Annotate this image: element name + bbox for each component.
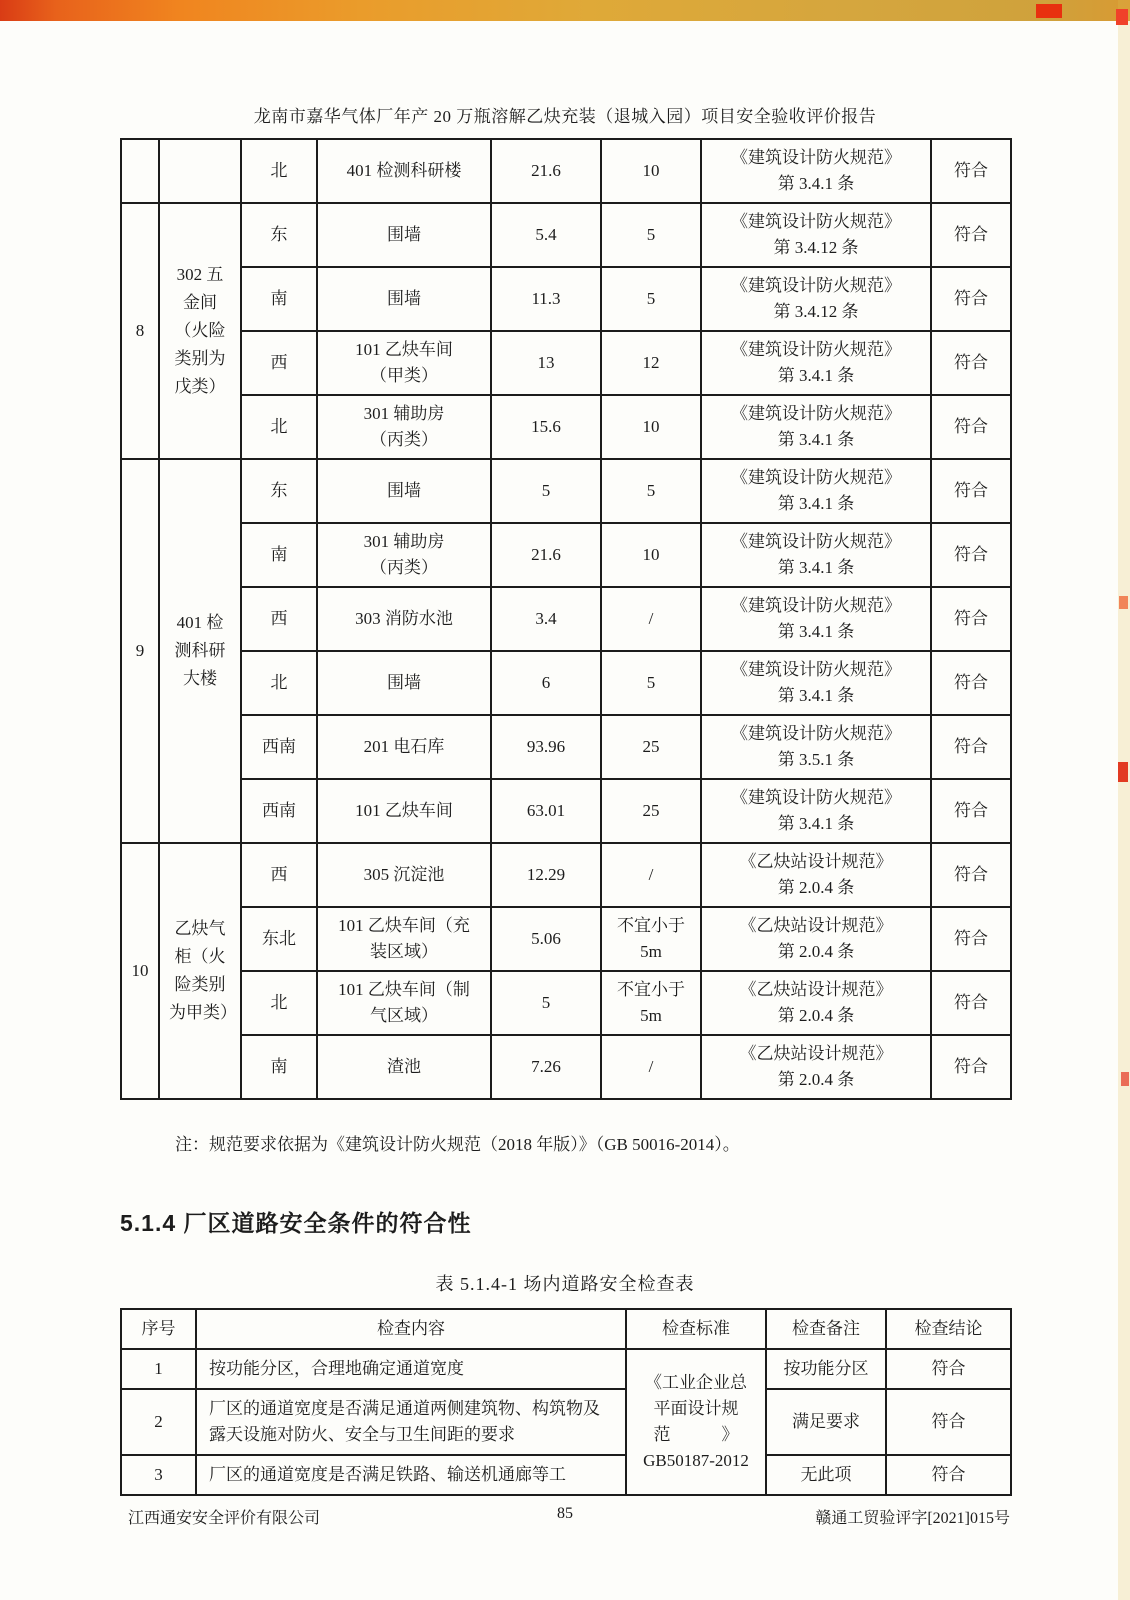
cell-check-result: 符合 [931,203,1011,267]
cell-required-distance: 5 [601,459,701,523]
cell-required-distance: 10 [601,523,701,587]
cell-required-distance: 10 [601,395,701,459]
cell-direction: 西 [241,587,317,651]
cell-adjacent-building: 101 乙炔车间（制 气区域） [317,971,491,1035]
cell-check-result: 符合 [931,587,1011,651]
road-cell-number: 2 [121,1389,196,1455]
road-header-cell: 检查结论 [886,1309,1011,1349]
cell-adjacent-building: 303 消防水池 [317,587,491,651]
distance-table-row [121,843,1011,907]
cell-actual-distance: 3.4 [491,587,601,651]
cell-required-distance: 不宜小于 5m [601,907,701,971]
cell-check-result: 符合 [931,267,1011,331]
road-cell-remark: 无此项 [766,1455,886,1495]
cell-group-number: 8 [121,203,159,459]
road-table-row [121,1389,1011,1455]
cell-check-result: 符合 [931,907,1011,971]
cell-check-result: 符合 [931,139,1011,203]
cell-actual-distance: 7.26 [491,1035,601,1099]
road-cell-content: 厂区的通道宽度是否满足通道两侧建筑物、构筑物及露天设施对防火、安全与卫生间距的要求 [196,1389,626,1455]
cell-actual-distance: 5.4 [491,203,601,267]
page-content [120,104,1010,1496]
cell-direction: 南 [241,1035,317,1099]
road-header-cell: 序号 [121,1309,196,1349]
cell-direction: 南 [241,267,317,331]
cell-standard-reference: 《建筑设计防火规范》 第 3.4.1 条 [701,331,931,395]
cell-direction: 西南 [241,715,317,779]
scan-artifact-red-mark [1116,9,1128,25]
cell-group-number: 9 [121,459,159,843]
cell-direction: 西南 [241,779,317,843]
distance-table-row [121,331,1011,395]
cell-check-result: 符合 [931,395,1011,459]
road-cell-result: 符合 [886,1349,1011,1389]
cell-actual-distance: 5 [491,971,601,1035]
cell-actual-distance: 5.06 [491,907,601,971]
distance-table-row [121,395,1011,459]
cell-adjacent-building: 渣池 [317,1035,491,1099]
distance-table-row [121,587,1011,651]
cell-direction: 南 [241,523,317,587]
cell-check-result: 符合 [931,715,1011,779]
cell-required-distance: 5 [601,267,701,331]
cell-actual-distance: 5 [491,459,601,523]
scan-artifact-top-bar [0,0,1130,21]
cell-check-result: 符合 [931,331,1011,395]
cell-check-result: 符合 [931,459,1011,523]
cell-building-name: 401 检测科研大楼 [159,459,241,843]
road-cell-standard: 《工业企业总 平面设计规 范 》 GB50187-2012 [626,1349,766,1495]
cell-check-result: 符合 [931,1035,1011,1099]
road-cell-result: 符合 [886,1389,1011,1455]
distance-table [120,138,1012,1100]
cell-required-distance: / [601,587,701,651]
cell-adjacent-building: 围墙 [317,459,491,523]
cell-standard-reference: 《乙炔站设计规范》 第 2.0.4 条 [701,843,931,907]
cell-adjacent-building: 101 乙炔车间 （甲类） [317,331,491,395]
distance-table-row [121,1035,1011,1099]
cell-standard-reference: 《建筑设计防火规范》 第 3.4.1 条 [701,395,931,459]
cell-direction: 北 [241,139,317,203]
distance-table-row [121,907,1011,971]
footer-company-name: 江西通安安全评价有限公司 [128,1510,321,1527]
cell-adjacent-building: 305 沉淀池 [317,843,491,907]
cell-required-distance: / [601,843,701,907]
cell-building-name: 302 五金间（火险类别为戊类） [159,203,241,459]
scan-artifact-right-strip [1118,0,1130,1600]
road-table-row [121,1349,1011,1389]
road-header-cell: 检查标准 [626,1309,766,1349]
road-cell-remark: 满足要求 [766,1389,886,1455]
cell-direction: 东 [241,203,317,267]
cell-standard-reference: 《乙炔站设计规范》 第 2.0.4 条 [701,1035,931,1099]
cell-actual-distance: 11.3 [491,267,601,331]
road-cell-result: 符合 [886,1455,1011,1495]
road-cell-content: 按功能分区，合理地确定通道宽度 [196,1349,626,1389]
cell-building-name [159,139,241,203]
cell-actual-distance: 12.29 [491,843,601,907]
page-footer [120,1505,1010,1529]
distance-table-body [121,139,1011,1099]
distance-table-row [121,459,1011,523]
footer-document-number: 赣通工贸验评字[2021]015号 [815,1510,1010,1527]
road-cell-number: 3 [121,1455,196,1495]
cell-check-result: 符合 [931,651,1011,715]
cell-standard-reference: 《建筑设计防火规范》 第 3.4.1 条 [701,523,931,587]
cell-check-result: 符合 [931,779,1011,843]
cell-building-name: 乙炔气柜（火险类别为甲类） [159,843,241,1099]
cell-required-distance: 5 [601,651,701,715]
cell-actual-distance: 15.6 [491,395,601,459]
cell-adjacent-building: 围墙 [317,651,491,715]
cell-actual-distance: 63.01 [491,779,601,843]
cell-standard-reference: 《建筑设计防火规范》 第 3.4.1 条 [701,587,931,651]
cell-standard-reference: 《建筑设计防火规范》 第 3.4.12 条 [701,267,931,331]
distance-table-row [121,267,1011,331]
cell-actual-distance: 21.6 [491,139,601,203]
cell-required-distance: / [601,1035,701,1099]
cell-adjacent-building: 101 乙炔车间 [317,779,491,843]
cell-adjacent-building: 围墙 [317,267,491,331]
cell-adjacent-building: 301 辅助房 （丙类） [317,523,491,587]
cell-adjacent-building: 201 电石库 [317,715,491,779]
cell-check-result: 符合 [931,523,1011,587]
road-header-cell: 检查备注 [766,1309,886,1349]
cell-check-result: 符合 [931,971,1011,1035]
distance-table-row [121,139,1011,203]
cell-direction: 北 [241,651,317,715]
scan-artifact-red-mark [1036,4,1062,18]
footer-page-number: 85 [557,1505,573,1522]
cell-direction: 东 [241,459,317,523]
cell-direction: 西 [241,843,317,907]
distance-table-row [121,715,1011,779]
cell-required-distance: 25 [601,715,701,779]
report-header-title: 龙南市嘉华气体厂年产 20 万瓶溶解乙炔充装（退城入园）项目安全验收评价报告 [253,107,877,126]
road-table-row [121,1455,1011,1495]
cell-required-distance: 不宜小于 5m [601,971,701,1035]
distance-table-row [121,651,1011,715]
distance-table-row [121,971,1011,1035]
cell-group-number: 10 [121,843,159,1099]
cell-standard-reference: 《建筑设计防火规范》 第 3.4.1 条 [701,139,931,203]
cell-actual-distance: 93.96 [491,715,601,779]
road-table [120,1308,1012,1496]
scan-artifact-red-mark [1119,596,1128,609]
road-table-header-row [121,1309,1011,1349]
cell-actual-distance: 21.6 [491,523,601,587]
road-cell-content: 厂区的通道宽度是否满足铁路、输送机通廊等工 [196,1455,626,1495]
cell-required-distance: 12 [601,331,701,395]
scan-artifact-red-mark [1121,1072,1129,1086]
cell-group-number [121,139,159,203]
cell-adjacent-building: 401 检测科研楼 [317,139,491,203]
road-cell-remark: 按功能分区 [766,1349,886,1389]
cell-actual-distance: 6 [491,651,601,715]
cell-standard-reference: 《建筑设计防火规范》 第 3.4.1 条 [701,779,931,843]
road-table-caption: 表 5.1.4-1 场内道路安全检查表 [435,1274,695,1294]
scan-artifact-red-mark [1118,762,1128,782]
cell-adjacent-building: 101 乙炔车间（充 装区域） [317,907,491,971]
distance-table-row [121,523,1011,587]
road-table-body [121,1349,1011,1495]
cell-adjacent-building: 301 辅助房 （丙类） [317,395,491,459]
cell-standard-reference: 《建筑设计防火规范》 第 3.4.1 条 [701,651,931,715]
road-header-cell: 检查内容 [196,1309,626,1349]
cell-check-result: 符合 [931,843,1011,907]
cell-required-distance: 10 [601,139,701,203]
cell-direction: 东北 [241,907,317,971]
cell-required-distance: 25 [601,779,701,843]
table-note: 注：规范要求依据为《建筑设计防火规范（2018 年版）》（GB 50016-2014）。 [175,1135,740,1154]
cell-direction: 西 [241,331,317,395]
cell-standard-reference: 《建筑设计防火规范》 第 3.5.1 条 [701,715,931,779]
road-cell-number: 1 [121,1349,196,1389]
cell-adjacent-building: 围墙 [317,203,491,267]
distance-table-row [121,779,1011,843]
cell-standard-reference: 《乙炔站设计规范》 第 2.0.4 条 [701,971,931,1035]
cell-direction: 北 [241,395,317,459]
section-heading: 5.1.4 厂区道路安全条件的符合性 [120,1210,472,1236]
cell-actual-distance: 13 [491,331,601,395]
cell-standard-reference: 《建筑设计防火规范》 第 3.4.1 条 [701,459,931,523]
distance-table-row [121,203,1011,267]
cell-standard-reference: 《建筑设计防火规范》 第 3.4.12 条 [701,203,931,267]
cell-required-distance: 5 [601,203,701,267]
cell-direction: 北 [241,971,317,1035]
cell-standard-reference: 《乙炔站设计规范》 第 2.0.4 条 [701,907,931,971]
